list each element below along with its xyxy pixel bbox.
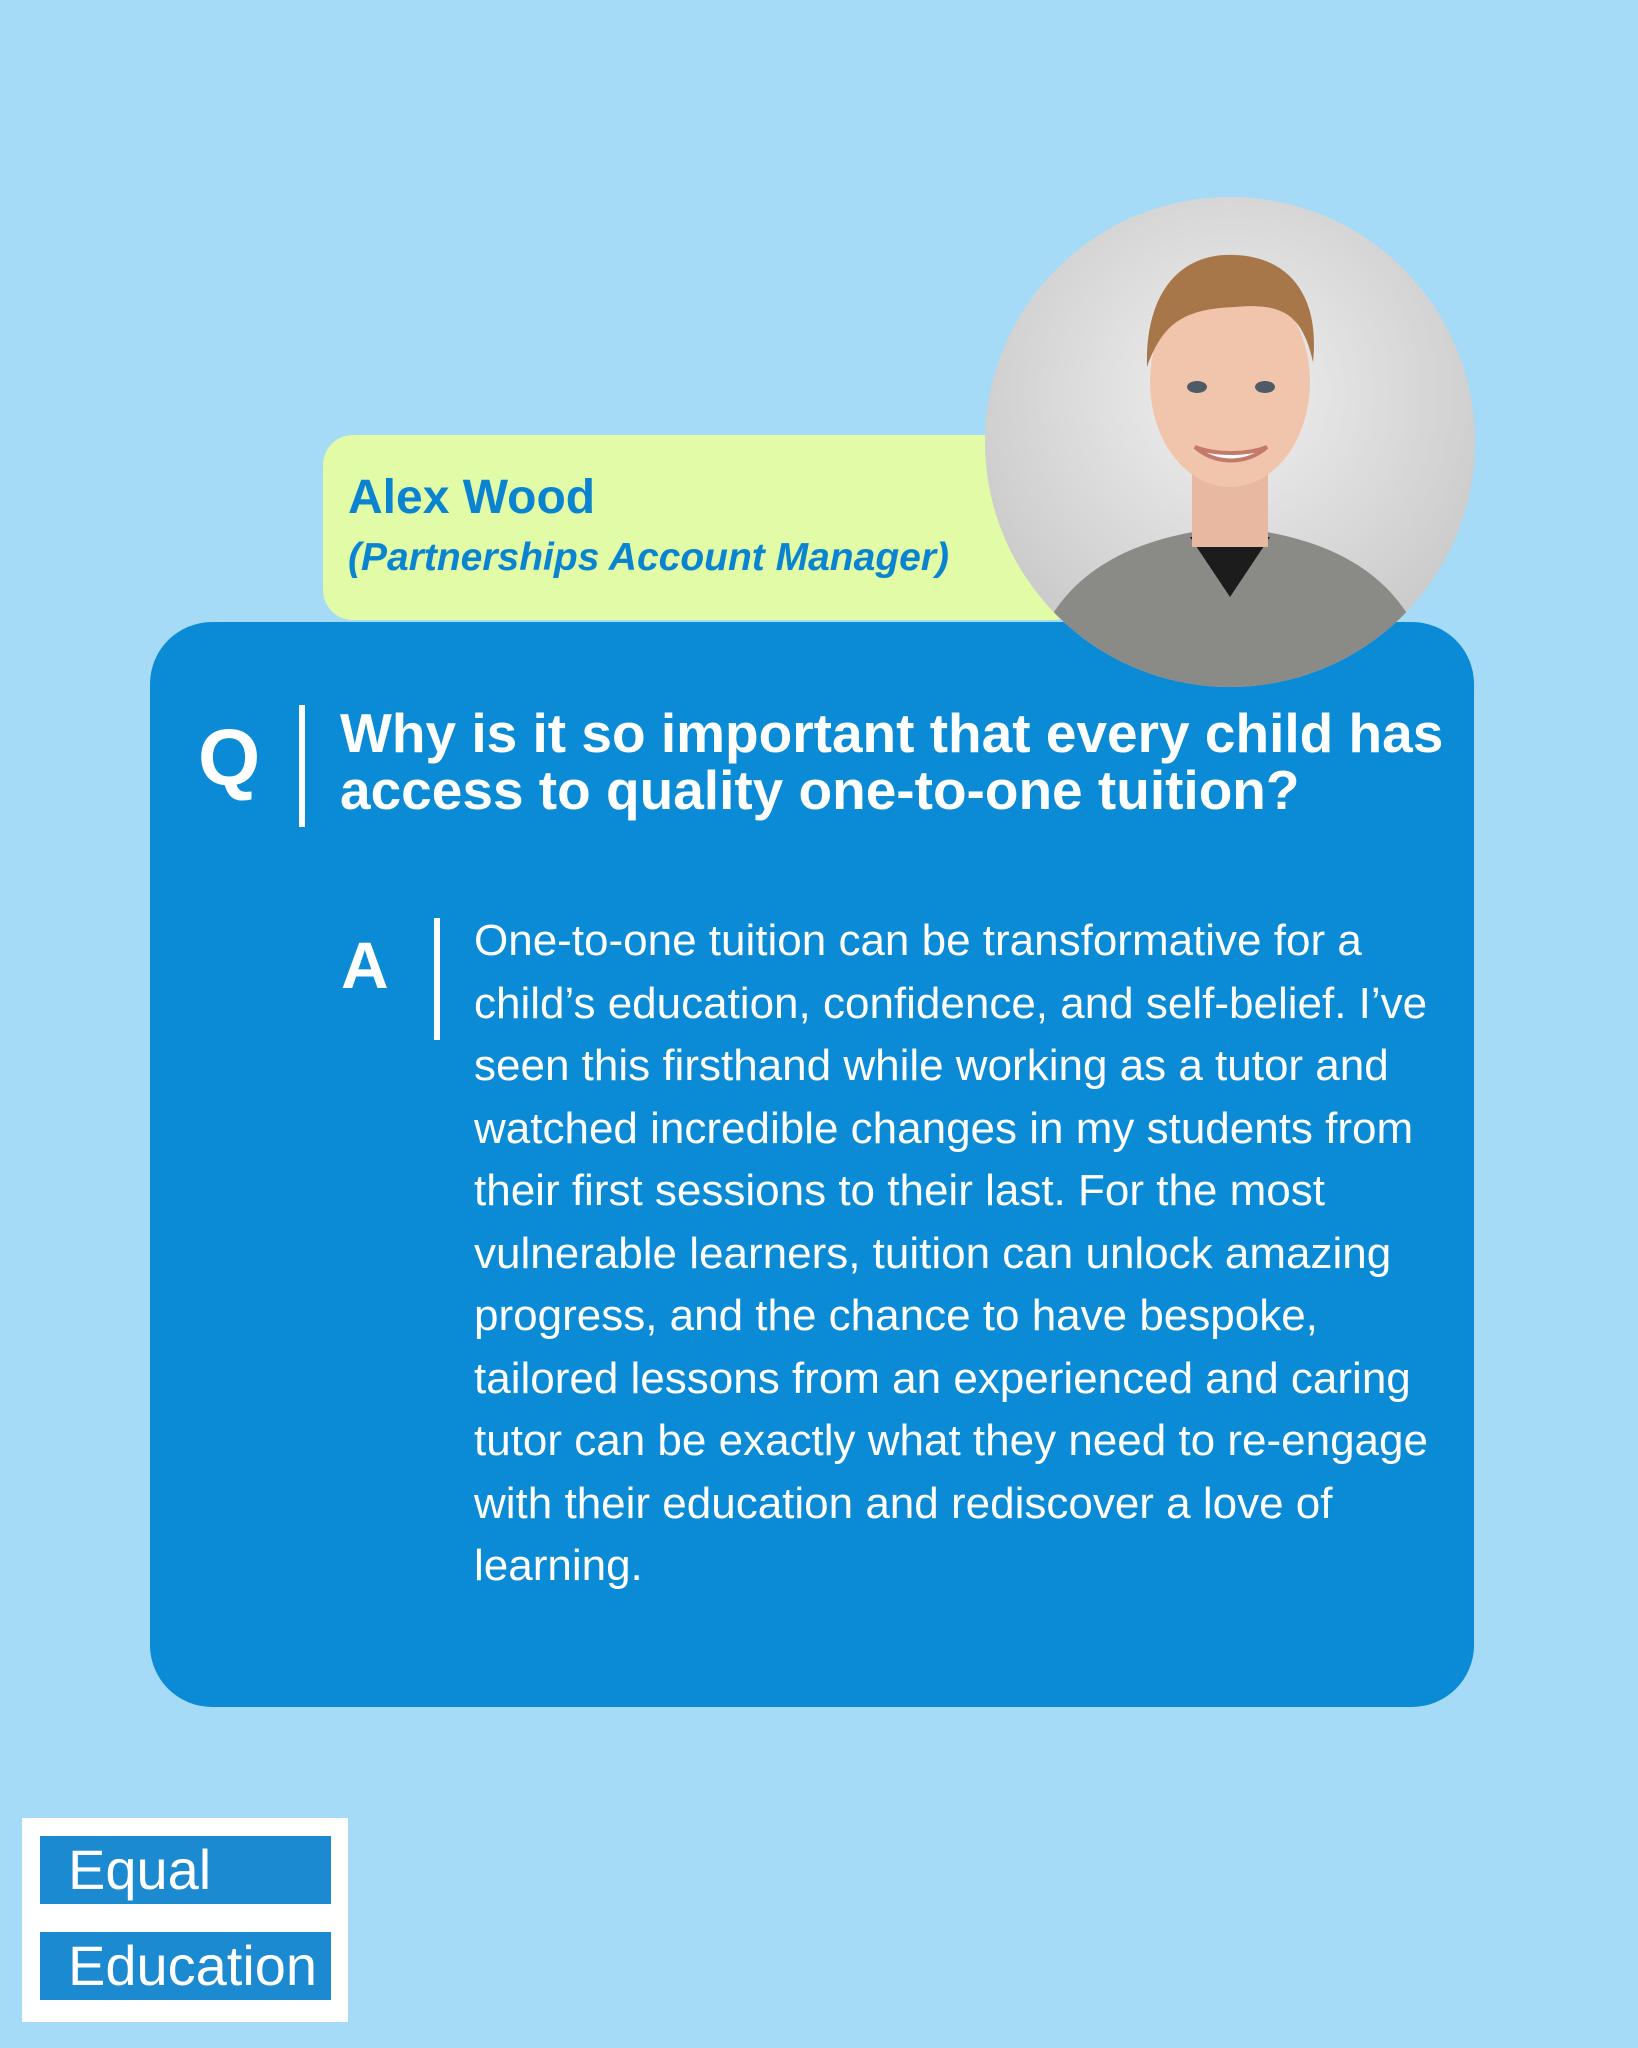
logo-line-2: Education <box>40 1932 331 2000</box>
answer-divider <box>434 918 440 1040</box>
question-text: Why is it so important that every child has access to quality one-to-one tuition? <box>340 702 1444 821</box>
equal-education-logo <box>22 1818 348 2022</box>
answer-text: One-to-one tuition can be transformative for a child’s education, confidence, and self-belief. I’ve seen this firsthand while working as a tutor and watched incredible changes in my students from their first sessions to their last. For the most vulnerable learners, tuition can unlock amazing progress, and the chance to have bespoke, tailored lessons from an experienced and caring tutor can be exactly what they need to re-engage with their education and rediscover a love of learning. <box>474 916 1428 1590</box>
question-label: Q <box>198 713 261 802</box>
name-card <box>323 435 1083 620</box>
portrait-photo <box>985 197 1475 687</box>
person-role: (Partnerships Account Manager) <box>348 536 949 579</box>
person-name: Alex Wood <box>348 471 596 524</box>
logo-line-1: Equal <box>40 1836 331 1904</box>
answer-label: A <box>341 928 389 1002</box>
question-divider <box>299 705 305 827</box>
